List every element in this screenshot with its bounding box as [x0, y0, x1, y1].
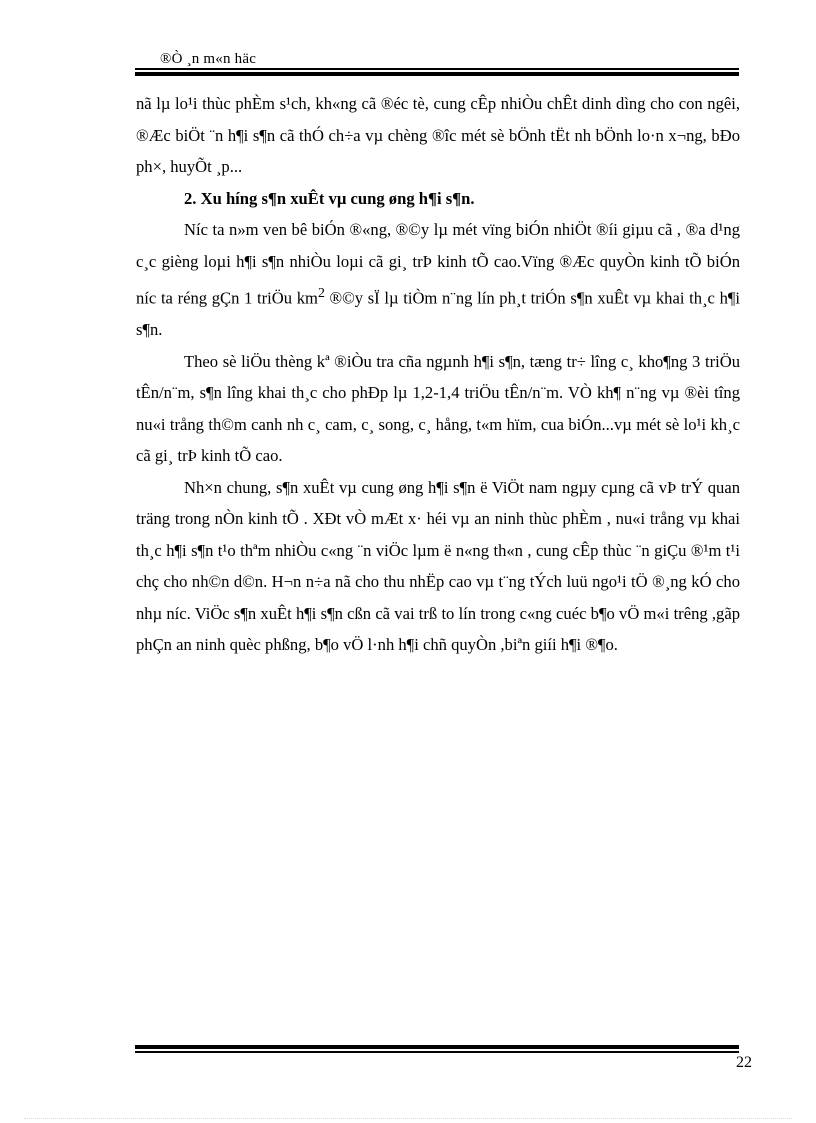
section-heading: 2. Xu híng s¶n xuÊt vµ cung øng h¶i s¶n.	[184, 188, 475, 208]
header-title: ®Ò ¸n m«n häc	[160, 51, 257, 67]
paragraph-overview: Nh×n chung, s¶n xuÊt vµ cung øng h¶i s¶n ë ViÖt nam ngµy cµng cã vÞ trÝ quan träng trong nÒn kinh tÕ . XÐt vÒ mÆt x· héi vµ an ninh thùc phÈm , nu«i trång vµ khai th¸c h¶i s¶n t¹o thªm nhiÒu c«ng ¨n viÖc lµm ë n«ng th«n , cung cÊp thùc ¨n giÇu ®¹m t¹i chç cho nh©n d©n. H¬n n÷a nã cho thu nhËp cao vµ t¨ng tÝch luü ngo¹i tÖ ®¸ng kÓ cho nhµ níc. ViÖc s¶n xuÊt h¶i s¶n cßn cã vai trß to lín trong c«ng cuéc b¶o vÖ m«i trêng ,gãp phÇn an ninh quèc phßng, b¶o vÖ l·nh h¶i chñ quyÒn ,biªn giíi h¶i ®¶o.	[136, 477, 740, 655]
header-rule-thin	[135, 68, 739, 70]
body-text	[136, 88, 740, 661]
paragraph-continuation: nã lµ lo¹i thùc phÈm s¹ch, kh«ng cã ®éc tè, cung cÊp nhiÒu chÊt dinh dìng cho con ngêi, ®Æc biÖt ¨n h¶i s¶n cã thÓ ch÷a vµ chèng ®îc mét sè bÖnh tËt nh bÖnh lo·n x¬ng, bÐo ph×, huyÕt ¸p...	[136, 94, 740, 176]
paragraph-sea-resources-tail: ®©y sÏ lµ tiÒm n¨ng lín ph¸t triÓn s¶n xuÊt vµ khai th¸c h¶i s¶n.	[136, 288, 741, 340]
page-edge-divider	[24, 1118, 792, 1119]
paragraph-sea-resources-text: Níc ta n»m ven bê biÓn ®«ng, ®©y lµ mét vïng biÓn nhiÖt ®íi giµu cã , ®a d¹ng c¸c gièng loµi h¶i s¶n nhiÒu loµi cã gi¸ trÞ kinh tÕ cao.Vïng ®Æc quyÒn kinh tÕ biÓn níc ta réng gÇn 1 triÖu km	[136, 220, 740, 308]
header-rule-thick	[135, 72, 739, 76]
paragraph-statistics: Theo sè liÖu thèng kª ®iÒu tra cña ngµnh h¶i s¶n, tæng tr÷ lîng c¸ kho¶ng 3 triÖu tÊn/n¨m, s¶n lîng khai th¸c cho phÐp lµ 1,2-1,4 triÖu tÊn/n¨m. VÒ kh¶ n¨ng vµ ®èi tîng nu«i trång th©m canh nh c¸ cam, c¸ song, c¸ hång, t«m hïm, cua biÓn...vµ mét sè lo¹i kh¸c cã gi¸ trÞ kinh tÕ cao.	[136, 351, 740, 466]
superscript-2: 2	[317, 285, 325, 300]
paragraph-sea-resources	[136, 214, 740, 346]
page-number: 22	[736, 1054, 752, 1071]
footer-rule-thick	[135, 1045, 739, 1049]
footer-rule-thin	[135, 1051, 739, 1053]
